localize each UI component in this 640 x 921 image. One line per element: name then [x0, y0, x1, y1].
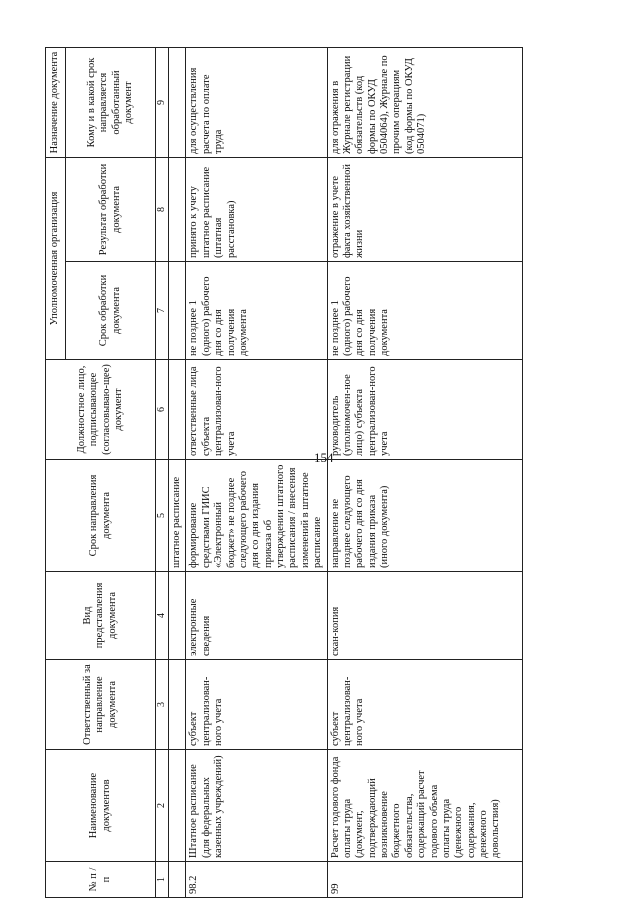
- header-proc-result: Результат обработки документа: [66, 158, 156, 262]
- page-number: 154: [314, 450, 334, 465]
- row-responsible: субъект централизован-ного учета: [327, 660, 522, 750]
- table-cell: [169, 572, 186, 660]
- header-deadline: Срок направления документа: [46, 460, 156, 572]
- col-num: 9: [156, 48, 169, 158]
- table-cell: [169, 862, 186, 898]
- continuation-row: [169, 48, 186, 898]
- table-cell: [169, 360, 186, 460]
- table-cell: [169, 158, 186, 262]
- rotated-table-frame: [45, 48, 502, 898]
- col-num: 1: [156, 862, 169, 898]
- header-recipient: Кому и в какой срок направляется обработанный документ: [66, 48, 156, 158]
- header-authorized-org: Уполномоченная организация: [46, 158, 66, 360]
- row-number: 98.2: [186, 862, 327, 898]
- table-row: [327, 48, 522, 898]
- header-proc-deadline: Срок обработки документа: [66, 262, 156, 360]
- table-cell: [169, 750, 186, 862]
- column-number-row: [156, 48, 169, 898]
- row-official: руководитель (уполномочен-ное лицо) субъекта централизован-ного учета: [327, 360, 522, 460]
- row-proc-deadline: не позднее 1 (одного) рабочего дня со дня получения документа: [186, 262, 327, 360]
- row-responsible: субъект централизован-ного учета: [186, 660, 327, 750]
- header-form: Вид представления документа: [46, 572, 156, 660]
- header-number: № п / п: [46, 862, 156, 898]
- row-form: скан-копия: [327, 572, 522, 660]
- col-num: 8: [156, 158, 169, 262]
- table-cell: [169, 48, 186, 158]
- header-responsible: Ответственный за направление документа: [46, 660, 156, 750]
- col-num: 2: [156, 750, 169, 862]
- table-cell: [169, 660, 186, 750]
- row-result: отражение в учете факта хозяйственной жизни: [327, 158, 522, 262]
- row-deadline: направление не позднее следующего рабочего дня со дня издания приказа (иного документа): [327, 460, 522, 572]
- row-doc-name: Расчет годового фонда оплаты труда (документ, подтверждающий возникновение бюджетного обязательства, содержащий расчет годового объема оплаты труда (денежного содержания, денежного довольствия): [327, 750, 522, 862]
- row-official: ответственные лица субъекта централизован-ного учета: [186, 360, 327, 460]
- group-header-row: [46, 48, 66, 898]
- table-row: [186, 48, 327, 898]
- col-num: 3: [156, 660, 169, 750]
- continuation-text: штатное расписание: [169, 460, 186, 572]
- document-table-wrapper: [45, 48, 502, 898]
- row-result: принято к учету штатное расписание (штатная расстановка): [186, 158, 327, 262]
- row-destination: для отражения в Журнале регистрации обязательств (код формы по ОКУД 0504064), Журнале по прочим операциям (код формы по ОКУД 0504071): [327, 48, 522, 158]
- col-num: 7: [156, 262, 169, 360]
- row-number: 99: [327, 862, 522, 898]
- row-deadline: формирование средствами ГИИС «Электронный бюджет» не позднее следующего рабочего дня со дня издания приказа об утверждении штатного расписания / внесения изменений в штатное расписание: [186, 460, 327, 572]
- col-num: 4: [156, 572, 169, 660]
- col-num: 6: [156, 360, 169, 460]
- table-cell: [169, 262, 186, 360]
- document-table: [45, 47, 523, 898]
- row-doc-name: Штатное расписание (для федеральных казенных учреждений): [186, 750, 327, 862]
- header-destination: Назначение документа: [46, 48, 66, 158]
- header-doc-name: Наименование документов: [46, 750, 156, 862]
- row-proc-deadline: не позднее 1 (одного) рабочего дня со дня получения документа: [327, 262, 522, 360]
- row-form: электронные сведения: [186, 572, 327, 660]
- col-num: 5: [156, 460, 169, 572]
- row-destination: для осуществления расчета по оплате труда: [186, 48, 327, 158]
- header-official: Должностное лицо, подписывающее (согласовываю-щее) документ: [46, 360, 156, 460]
